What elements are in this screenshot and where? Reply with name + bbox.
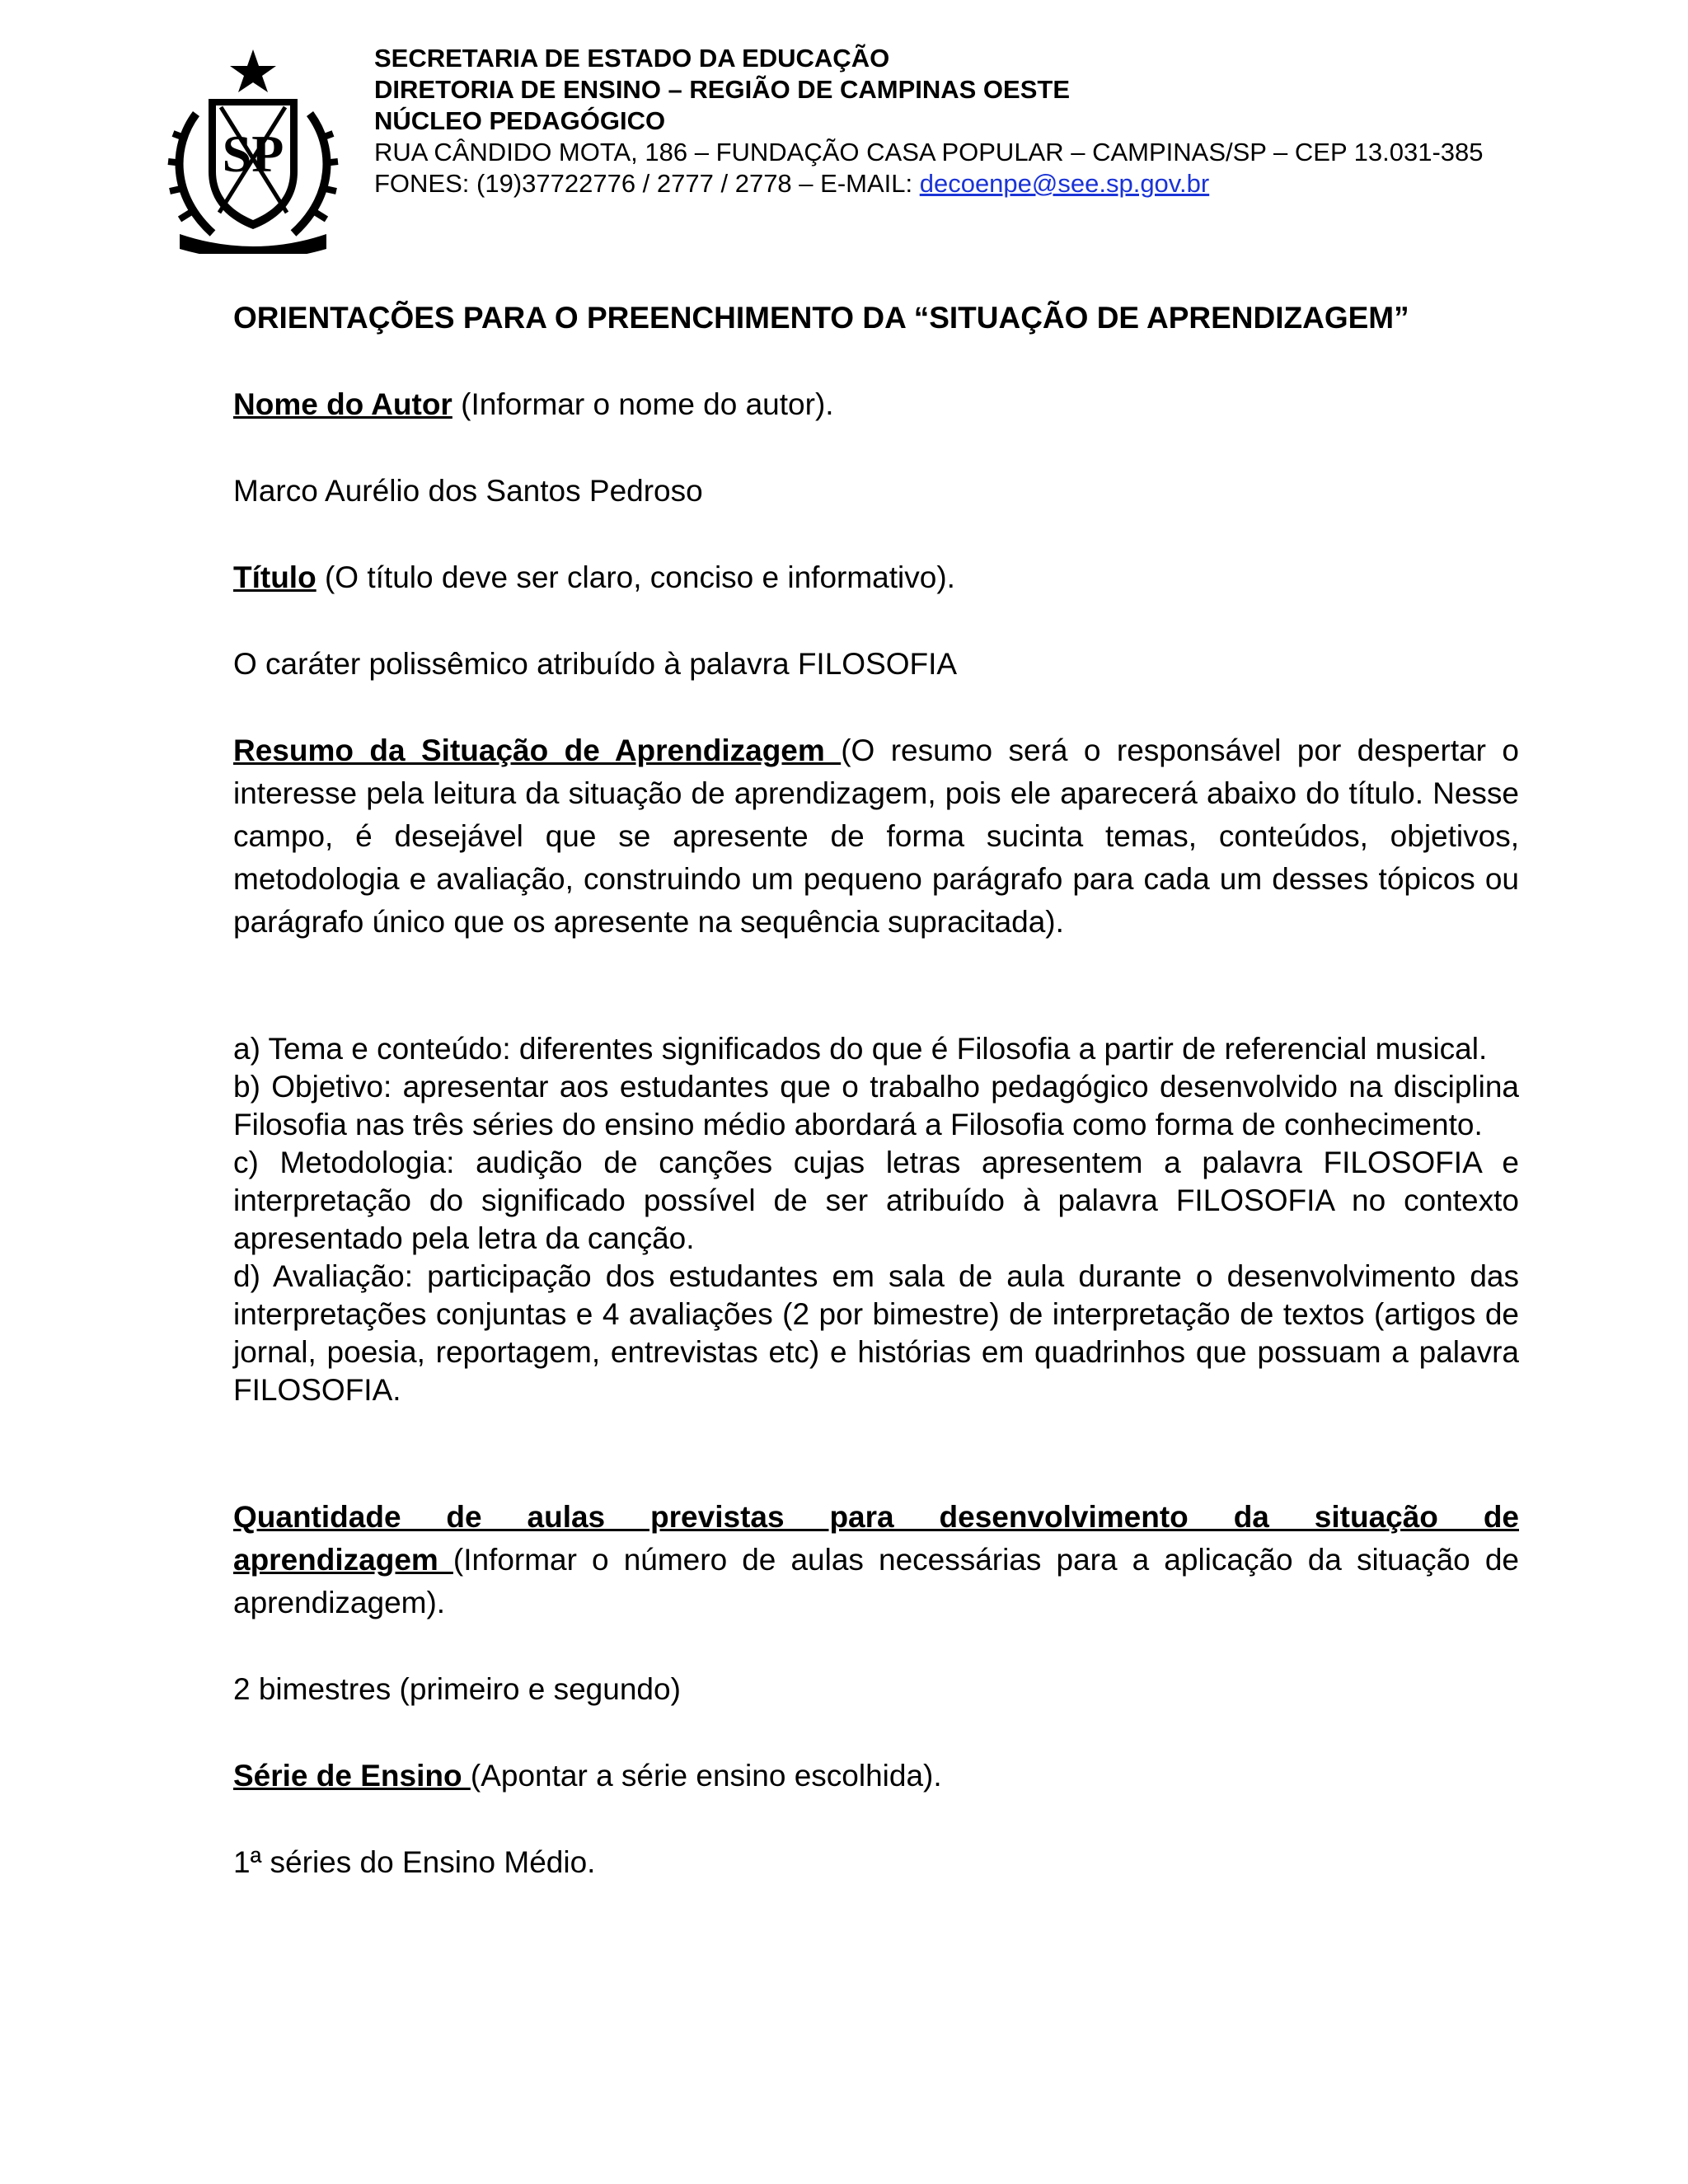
summary-hint: (O resumo será o responsável por despertar o interesse pela leitura da situação de aprendizagem, pois ele aparecerá abaixo do título. Nesse campo, é desejável que se apresente de forma sucinta temas, conteúdos, objetivos, metodologia e avaliação, construindo um pequeno parágrafo para cada um desses tópicos ou parágrafo único que os apresente na sequência supracitada).: [233, 733, 1519, 939]
author-value: Marco Aurélio dos Santos Pedroso: [233, 474, 703, 508]
header-secretaria: SECRETARIA DE ESTADO DA EDUCAÇÃO: [374, 44, 890, 73]
author-hint: (Informar o nome do autor).: [452, 387, 834, 421]
title-hint: (O título deve ser claro, conciso e informativo).: [316, 560, 955, 594]
sao-paulo-coat-of-arms-icon: [163, 48, 343, 254]
summary-label: Resumo da Situação de Aprendizagem: [233, 733, 842, 767]
lessons-label-line2: aprendizagem: [233, 1543, 453, 1577]
author-label: Nome do Autor: [233, 387, 452, 421]
header-nucleo: NÚCLEO PEDAGÓGICO: [374, 106, 666, 135]
grade-field: [233, 1755, 1519, 1797]
summary-item-methodology: c) Metodologia: audição de canções cujas letras apresentem a palavra FILOSOFIA e interpretação do significado possível de ser atribuído à palavra FILOSOFIA no contexto apresentado pela letra da canção.: [233, 1146, 1519, 1255]
document-body: [233, 297, 1519, 1928]
author-field: [233, 383, 1519, 426]
grade-hint: (Apontar a série ensino escolhida).: [470, 1759, 942, 1793]
summary-item-objective: b) Objetivo: apresentar aos estudantes que o trabalho pedagógico desenvolvido na disciplina Filosofia nas três séries do ensino médio abordará a Filosofia como forma de conhecimento.: [233, 1070, 1519, 1141]
title-label: Título: [233, 560, 316, 594]
summary-item-evaluation: d) Avaliação: participação dos estudantes em sala de aula durante o desenvolvimento das interpretações conjuntas e 4 avaliações (2 por bimestre) de interpretação de textos (artigos de jornal, poesia, reportagem, entrevistas etc) e histórias em quadrinhos que possuam a palavra FILOSOFIA.: [233, 1259, 1519, 1407]
title-field: [233, 556, 1519, 599]
header-phones: FONES: (19)37722776 / 2777 / 2778 – E-MAIL:: [374, 169, 920, 198]
lessons-hint: (Informar o número de aulas necessárias para a aplicação da situação de aprendizagem).: [233, 1543, 1519, 1619]
summary-field: [233, 729, 1519, 944]
document-title: ORIENTAÇÕES PARA O PREENCHIMENTO DA “SITUAÇÃO DE APRENDIZAGEM”: [233, 301, 1409, 335]
grade-value: 1ª séries do Ensino Médio.: [233, 1845, 596, 1879]
lessons-field: [233, 1496, 1519, 1624]
title-value: O caráter polissêmico atribuído à palavra FILOSOFIA: [233, 647, 958, 681]
lessons-label-line1: Quantidade de aulas previstas para desenvolvimento da situação de: [233, 1500, 1519, 1534]
email-link[interactable]: decoenpe@see.sp.gov.br: [919, 169, 1210, 198]
letterhead-text: [374, 43, 1484, 199]
grade-label: Série de Ensino: [233, 1759, 471, 1793]
summary-items: [233, 1030, 1519, 1409]
header-diretoria: DIRETORIA DE ENSINO – REGIÃO DE CAMPINAS OESTE: [374, 75, 1071, 104]
header-address: RUA CÂNDIDO MOTA, 186 – FUNDAÇÃO CASA POPULAR – CAMPINAS/SP – CEP 13.031-385: [374, 138, 1484, 166]
summary-item-theme: a) Tema e conteúdo: diferentes significados do que é Filosofia a partir de referencial musical.: [233, 1032, 1488, 1066]
svg-text:SP: SP: [222, 124, 284, 183]
header-contacts: [374, 168, 1484, 199]
letterhead: [163, 43, 1614, 257]
lessons-value: 2 bimestres (primeiro e segundo): [233, 1672, 681, 1706]
